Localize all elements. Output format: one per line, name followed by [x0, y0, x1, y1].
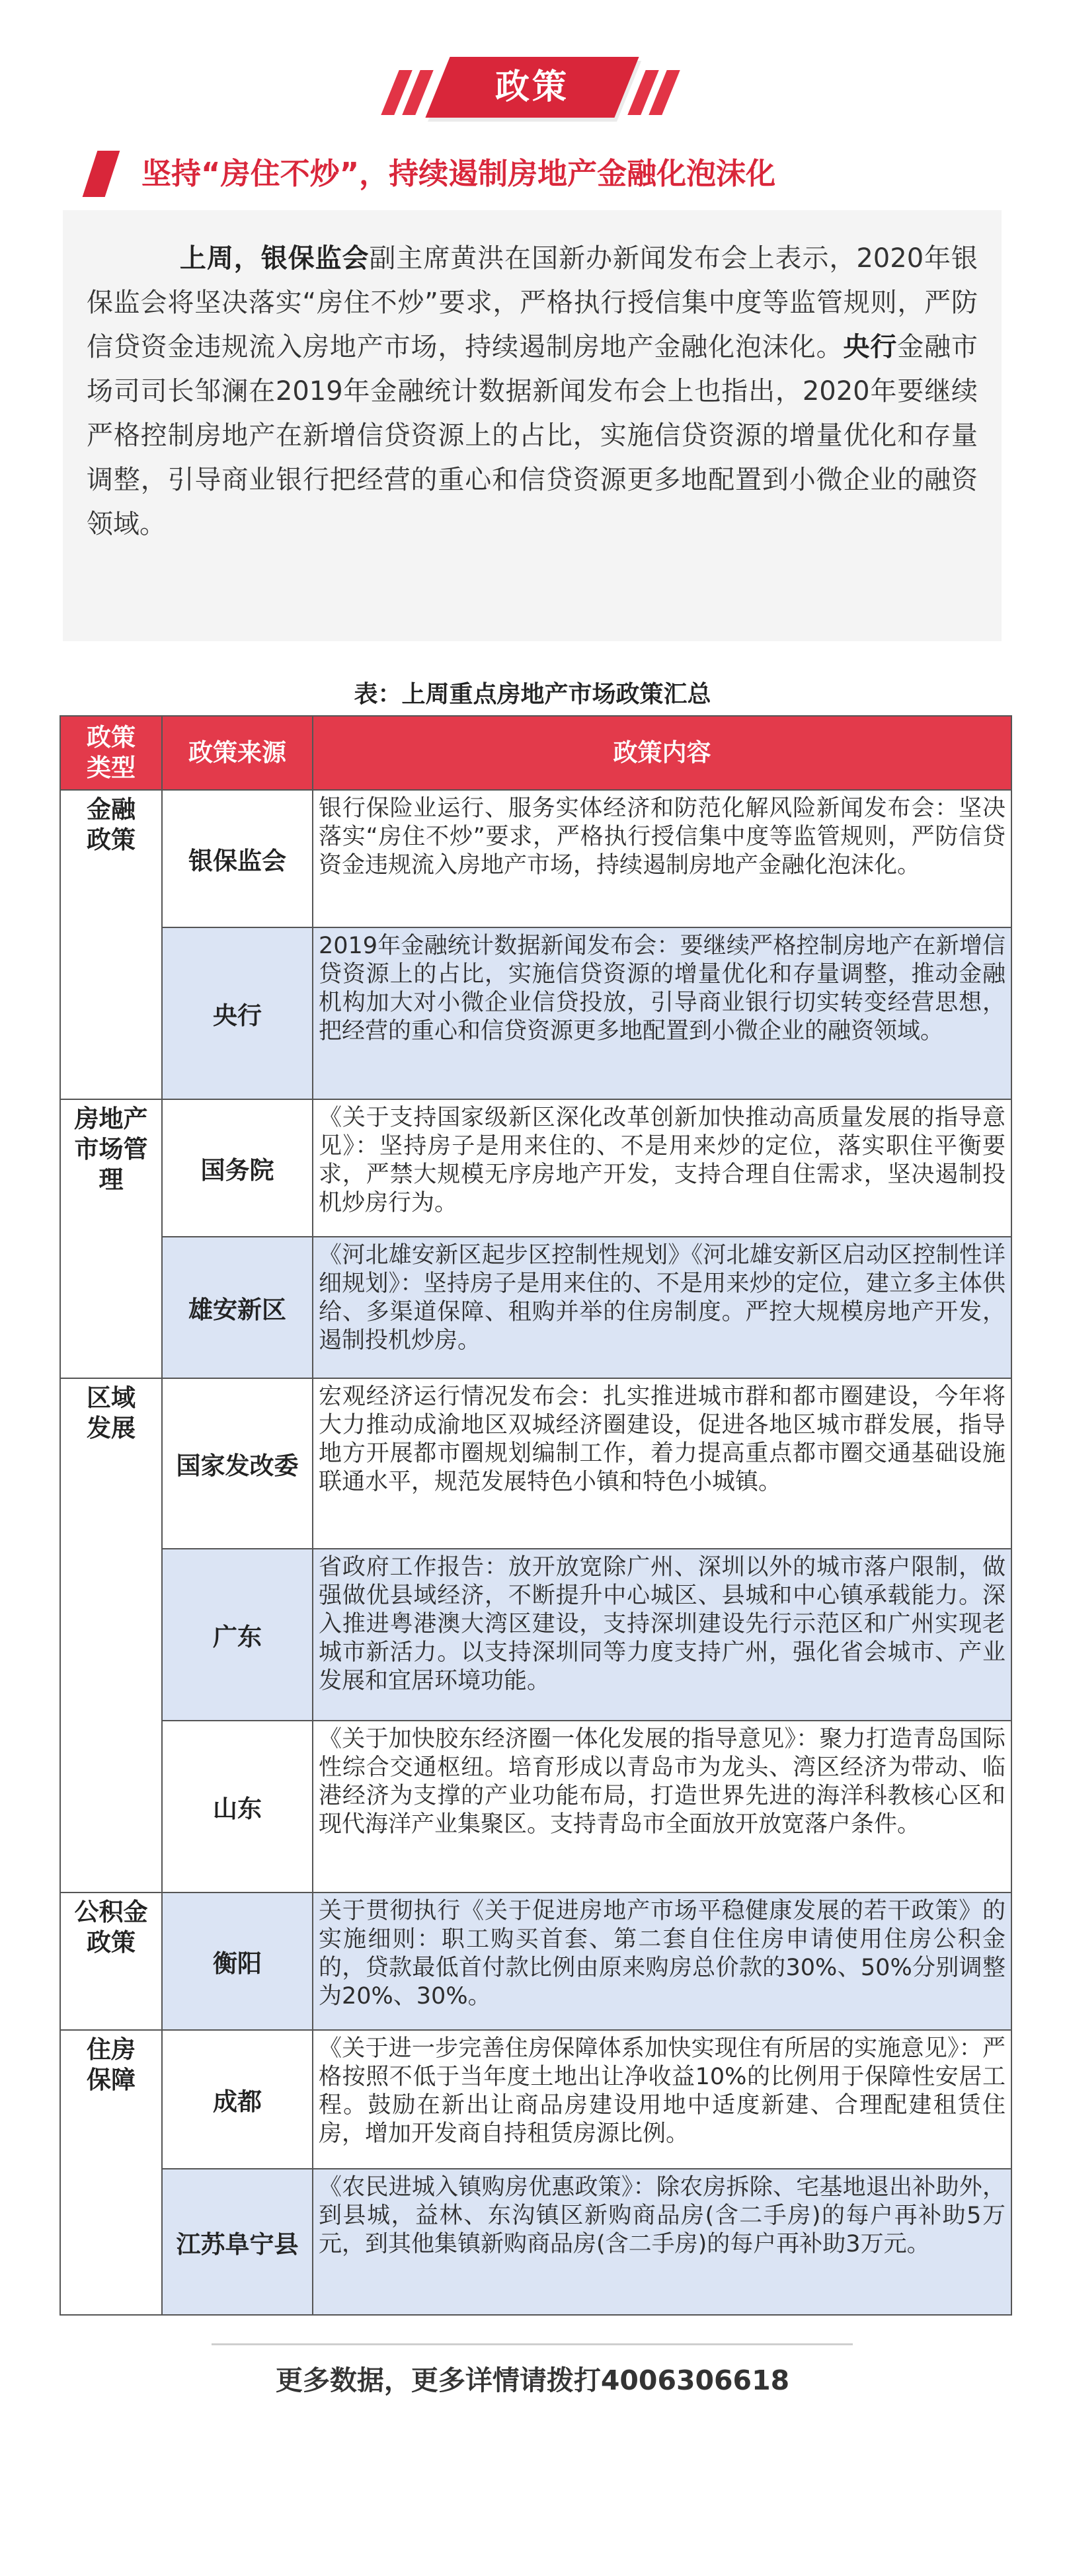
- intro-text-1: 副主席黄洪在国新办新闻发布会上表示，2020年银保监会将坚决落实“房住不炒”要求，严格执行授信集中度等监管规则，严防信贷资金违规流入房地产市场，持续遏制房地产金融化泡沫化。: [87, 243, 978, 362]
- header-source: 政策来源: [161, 715, 313, 791]
- category-cell: 区域发展: [59, 1378, 163, 1893]
- banner-title: 政策: [494, 67, 569, 107]
- content-cell: 2019年金融统计数据新闻发布会：要继续严格控制房地产在新增信贷资源上的占比，实施信贷资源的增量优化和存量调整，推动金融机构加大对小微企业信贷投放，引导商业银行切实转变经营思想，把经营的重心和信贷资源更多地配置到小微企业的融资领域。: [312, 927, 1012, 1100]
- source-cell: 江苏阜宁县: [161, 2168, 313, 2316]
- content-cell: 省政府工作报告：放开放宽除广州、深圳以外的城市落户限制，做强做优县域经济，不断提升中心城区、县城和中心镇承载能力。深入推进粤港澳大湾区建设，支持深圳建设先行示范区和广州实现老城市新活力。以支持深圳同等力度支持广州，强化省会城市、产业发展和宜居环境功能。: [312, 1548, 1012, 1721]
- intro-paragraph: [87, 237, 978, 547]
- content-cell: 《河北雄安新区起步区控制性规划》《河北雄安新区启动区控制性详细规划》：坚持房子是用来住的、不是用来炒的定位，建立多主体供给、多渠道保障、租购并举的住房制度。严控大规模房地产开发，遏制投机炒房。: [312, 1236, 1012, 1379]
- content-cell: 《关于进一步完善住房保障体系加快实现住有所居的实施意见》：严格按照不低于当年度土地出让净收益10%的比例用于保障性安居工程。鼓励在新出让商品房建设用地中适度新建、合理配建租赁住房，增加开发商自持租赁房源比例。: [312, 2029, 1012, 2169]
- intro-org-pboc: 央行: [843, 332, 898, 362]
- header-type: 政策类型: [59, 715, 163, 791]
- section-heading-text: 坚持“房住不炒”，持续遏制房地产金融化泡沫化: [141, 156, 776, 191]
- category-cell: 住房保障: [59, 2029, 163, 2316]
- source-cell: 广东: [161, 1548, 313, 1721]
- table-caption: 表：上周重点房地产市场政策汇总: [354, 681, 711, 708]
- source-cell: 山东: [161, 1720, 313, 1893]
- source-cell: 国务院: [161, 1099, 313, 1237]
- intro-lead: 上周，: [179, 243, 261, 274]
- source-cell: 国家发改委: [161, 1378, 313, 1549]
- content-cell: 《农民进城入镇购房优惠政策》：除农房拆除、宅基地退出补助外，到县城，益林、东沟镇区新购商品房(含二手房)的每户再补助5万元，到其他集镇新购商品房(含二手房)的每户再补助3万元。: [312, 2168, 1012, 2316]
- content-cell: 《关于支持国家级新区深化改革创新加快推动高质量发展的指导意见》：坚持房子是用来住的、不是用来炒的定位，落实职住平衡要求，严禁大规模无序房地产开发，支持合理自住需求，坚决遏制投机炒房行为。: [312, 1099, 1012, 1237]
- section-heading: [86, 147, 1011, 201]
- category-cell: 金融政策: [59, 789, 163, 1100]
- content-cell: 《关于加快胶东经济圈一体化发展的指导意见》：聚力打造青岛国际性综合交通枢纽。培育形成以青岛市为龙头、湾区经济为带动、临港经济为支撑的产业功能布局，打造世界先进的海洋科教核心区和现代海洋产业集聚区。支持青岛市全面放开放宽落户条件。: [312, 1720, 1012, 1893]
- source-cell: 央行: [161, 927, 313, 1100]
- intro-text-2: 金融市场司司长邹澜在2019年金融统计数据新闻发布会上也指出，2020年要继续严格控制房地产在新增信贷资源上的占比，实施信贷资源的增量优化和存量调整，引导商业银行把经营的重心和信贷资源更多地配置到小微企业的融资领域。: [87, 332, 978, 539]
- footer-contact: 更多数据，更多详情请拨打4006306618: [275, 2364, 790, 2396]
- footer-divider: [212, 2343, 853, 2345]
- source-cell: 衡阳: [161, 1892, 313, 2031]
- intro-box: [63, 210, 1002, 641]
- category-cell: 公积金政策: [59, 1892, 163, 2031]
- source-cell: 成都: [161, 2029, 313, 2169]
- header-content: 政策内容: [312, 715, 1012, 791]
- content-cell: 宏观经济运行情况发布会：扎实推进城市群和都市圈建设，今年将大力推动成渝地区双城经济圈建设，促进各地区城市群发展，指导地方开展都市圈规划编制工作，着力提高重点都市圈交通基础设施联通水平，规范发展特色小镇和特色小城镇。: [312, 1378, 1012, 1549]
- intro-org-cbirc: 银保监会: [260, 243, 370, 274]
- content-cell: 银行保险业运行、服务实体经济和防范化解风险新闻发布会：坚决落实“房住不炒”要求，严格执行授信集中度等监管规则，严防信贷资金违规流入房地产市场，持续遏制房地产金融化泡沫化。: [312, 789, 1012, 928]
- source-cell: 银保监会: [161, 789, 313, 928]
- source-cell: 雄安新区: [161, 1236, 313, 1379]
- policy-table: [59, 715, 1012, 2316]
- category-cell: 房地产市场管理: [59, 1099, 163, 1379]
- heading-marker-icon: [83, 151, 120, 197]
- content-cell: 关于贯彻执行《关于促进房地产市场平稳健康发展的若干政策》的实施细则：职工购买首套、第二套自住住房申请使用住房公积金的，贷款最低首付款比例由原来购房总价款的30%、50%分别调整为20%、30%。: [312, 1892, 1012, 2031]
- banner: [0, 52, 1065, 118]
